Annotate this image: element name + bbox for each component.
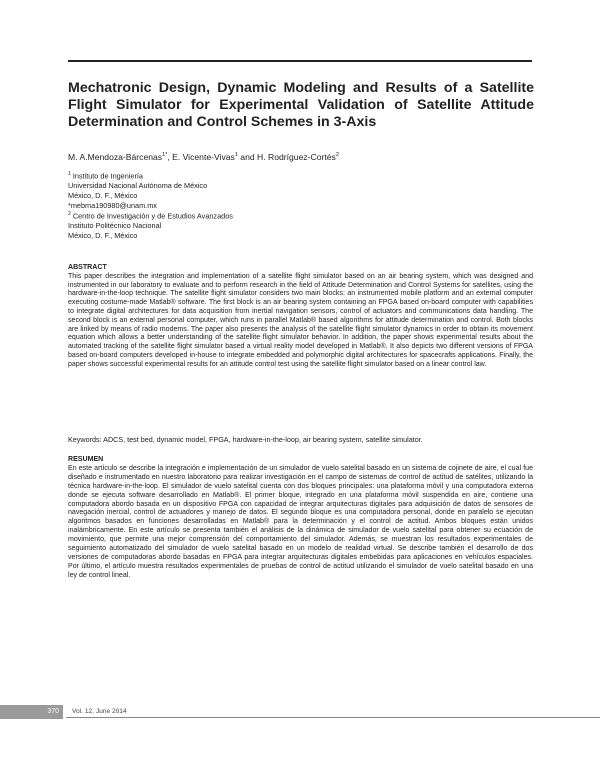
affiliation-2-line: México, D. F., México (68, 231, 138, 241)
author-list (68, 149, 538, 163)
contact-email: *mebma190980@unam.mx (68, 200, 157, 210)
top-rule (68, 60, 532, 62)
affiliation-2-line (68, 210, 538, 221)
footer-rule (66, 717, 600, 718)
author-affiliation-mark: 1 (234, 152, 238, 158)
author-name: H. Rodríguez-Cortés (257, 151, 336, 162)
author-name: E. Vicente-Vivas (172, 151, 235, 162)
abstract-heading: ABSTRACT (68, 264, 107, 271)
keywords: Keywords: ADCS, test bed, dynamic model, FPGA, hardware-in-the-loop, air bearing system, satellite simulator. (68, 435, 423, 444)
resumen-heading: RESUMEN (68, 456, 104, 463)
paper-title: Mechatronic Design, Dynamic Modeling and Results of a Satellite Flight Simulator for Experimental Validation of Satellite Attitude Determination and Control Schemes in 3-Axis (68, 80, 534, 130)
affiliations (68, 170, 538, 241)
abstract-section (68, 264, 533, 370)
author-separator: , (167, 151, 173, 162)
author-affiliation-mark: 1* (162, 152, 168, 158)
affiliation-text: Instituto de Ingeniería (72, 171, 143, 181)
affiliation-mark: 2 (68, 211, 71, 218)
resumen-section (68, 456, 533, 581)
affiliation-1-line: Universidad Nacional Autónoma de México (68, 181, 208, 191)
affiliation-1-line: México, D. F., México (68, 190, 138, 200)
resumen-text: En este artículo se describe la integración e implementación de un simulador de vuelo satelital basado en un sistema de cojinete de aire, el cual fue diseñado e instrumentado en nuestro laboratorio para realizar investigación en el campo de sistemas de control de actitud de satélites, utilizando la técnica hardware-in-the-loop. El simulador de vuelo satelital cuenta con dos bloques principales: una plataforma móvil y una computadora externa donde se ejecuta software desarrollado en Matlab®. El primer bloque, integrado en una plataforma móvil suspendida en aire, contiene una computadora abordo basada en un dispositivo FPGA con capacidad de integrar arquitecturas digitales para adquisición de datos de sensores de navegación inercial, control de actuadores y manejo de datos. El segundo bloque es una computadora personal, donde en paralelo se ejecutan algoritmos basados en funciones desarrolladas en Matlab® para la determinación y el control de actitud. Ambos bloques están unidos inalámbricamente. En este artículo se presenta también el análisis de la dinámica de simulador de vuelo satelital para obtener su ecuación de movimiento, que permite una mejor comprensión del comportamiento del simulador. Además, se muestran los resultados experimentales de seguimiento automatizado del simulador de vuelo satelital basado en un modelo de realidad virtual. Se describe también el desarrollo de dos versiones de computadoras abordo basadas en FPGA para integrar arquitecturas digitales embebidas para aplicaciones en vehículos espaciales. Por último, el artículo muestra resultados experimentales de pruebas de control de actitud utilizando el simulador de vuelo satelital basado en una ley de control lineal. (68, 464, 533, 579)
affiliation-1-line (68, 170, 538, 181)
abstract-text: This paper describes the integration and implementation of a satellite flight simulator based on an air bearing system, which was designed and instrumented in our laboratory to evaluate and to perform research in the field of Attitude Determination and Control Systems for satellites, using the hardware-in-the-loop technique. The satellite flight simulator considers two main blocks: an instrumented mobile platform and an external computer executing costume-made Matlab® software. The first block is an air bearing system containing an FPGA based on-board computer with capabilities to integrate digital architectures for data acquisition from inertial navigation sensors, control of actuators and communications data handling. The second block is an external personal computer, which runs in parallel Matlab® based algorithms for attitude determination and control. Both blocks are linked by means of radio modems. The paper also presents the analysis of the satellite flight simulator dynamics in order to obtain its movement equation which allows a better understanding of the satellite flight simulator behavior. In addition, the paper shows experimental results about the automated tracking of the satellite flight simulator based a virtual reality model developed in Matlab®. It also depicts two different versions of FPGA based on-board computers developed in-house to integrate embedded and polymorphic digital architectures for spacecrafts applications. Finally, the paper shows successful experimental results for an attitude control test using the satellite flight simulator based on a linear control law. (68, 272, 533, 368)
author-name: M. A.Mendoza-Bárcenas (68, 151, 163, 162)
affiliation-2-line: Instituto Politécnico Nacional (68, 221, 162, 231)
affiliation-text: Centro de Investigación y de Estudios Avanzados (72, 211, 233, 221)
affiliation-mark: 1 (68, 171, 71, 177)
author-affiliation-mark: 2 (335, 152, 339, 158)
page-footer (0, 705, 600, 719)
page-number: 370 (0, 705, 63, 719)
volume-info: Vol. 12, June 2014 (72, 708, 127, 715)
author-separator: and (237, 151, 258, 162)
